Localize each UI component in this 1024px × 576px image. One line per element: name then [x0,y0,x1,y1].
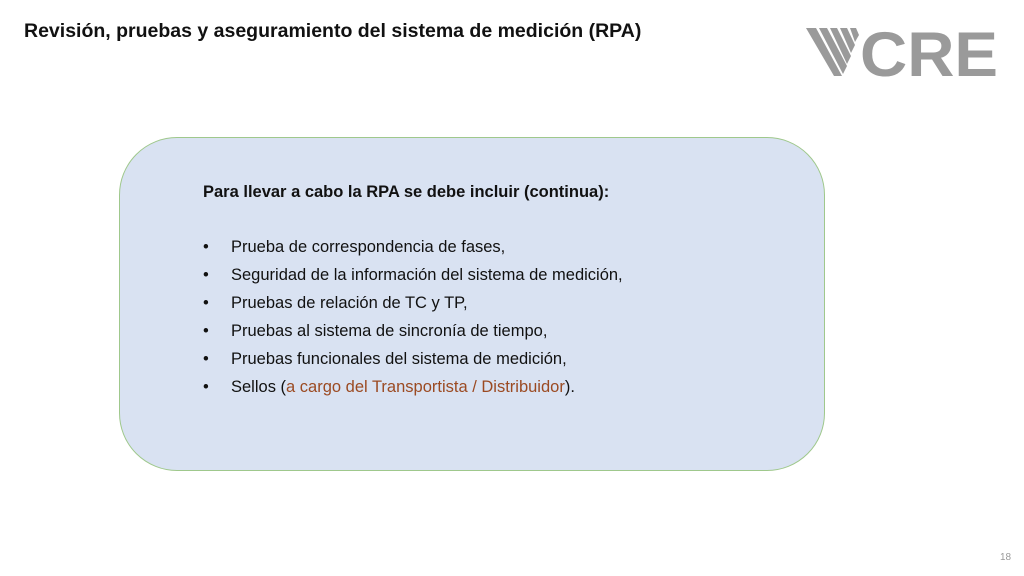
bullet-mark: • [203,322,209,340]
page-number: 18 [1000,552,1012,563]
list-item-sellos [203,376,623,404]
bullet-mark: • [203,294,209,312]
responsible-party-highlight: a cargo del Transportista / Distribuidor [286,378,565,396]
cre-logo [806,26,1000,78]
sellos-suffix: ). [564,378,575,396]
list-item [203,292,623,320]
list-item [203,264,623,292]
logo-text: CRE [860,26,998,78]
bullet-mark: • [203,378,209,396]
bullet-mark: • [203,266,209,284]
list-item-text: Prueba de correspondencia de fases, [231,238,506,256]
sellos-prefix: Sellos ( [231,378,287,396]
bullet-list [203,236,623,404]
slide-title: Revisión, pruebas y aseguramiento del sistema de medición (RPA) [24,20,642,42]
list-item-text [231,376,575,404]
bullet-mark: • [203,350,209,368]
list-item [203,236,623,264]
bullet-mark: • [203,238,209,256]
list-item-text: Pruebas al sistema de sincronía de tiempo, [231,322,548,340]
list-item-text: Seguridad de la información del sistema de medición, [231,266,623,284]
list-item-text: Pruebas funcionales del sistema de medición, [231,350,567,368]
panel-heading: Para llevar a cabo la RPA se debe incluir (continua): [203,183,610,201]
logo-stripes-icon [806,28,859,76]
list-item-text: Pruebas de relación de TC y TP, [231,294,468,312]
list-item [203,348,623,376]
list-item [203,320,623,348]
